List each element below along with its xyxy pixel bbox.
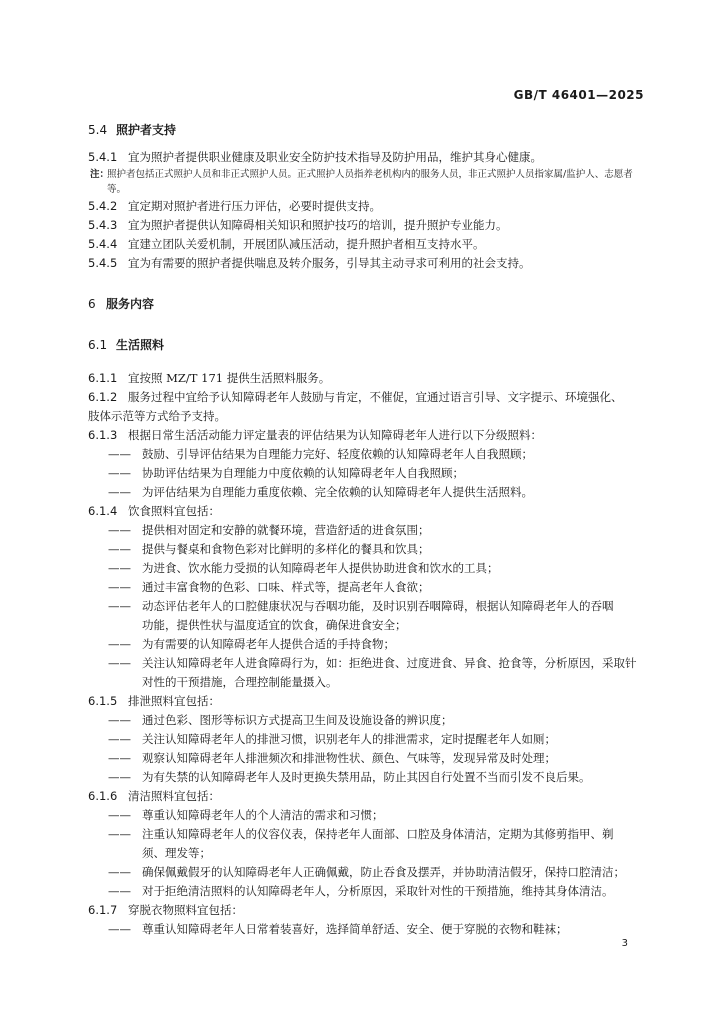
- list-item-continuation: [108, 844, 644, 863]
- list-item: [108, 540, 644, 559]
- clause: [88, 692, 644, 711]
- list-item-text: 关注认知障碍老年人进食障碍行为，如：拒绝进食、过度进食、异食、抢食等，分析原因，采取针: [142, 656, 637, 670]
- clause-text: 宜按照 MZ/T 171 提供生活照料服务。: [128, 371, 331, 385]
- clause-number: 5.4.2: [88, 199, 118, 213]
- clause: [88, 216, 644, 235]
- list-item: [108, 445, 644, 464]
- note-label: 注：: [90, 169, 110, 180]
- clause-text: 宜为照护者提供职业健康及职业安全防护技术指导及防护用品，维护其身心健康。: [128, 150, 542, 164]
- list-item-continuation: [108, 673, 644, 692]
- dash-marker: ——: [108, 656, 131, 670]
- dash-marker: ——: [108, 713, 131, 727]
- list-item: [108, 768, 644, 787]
- dash-marker: ——: [108, 865, 131, 879]
- section-heading: [88, 336, 644, 355]
- dash-marker: ——: [108, 884, 131, 898]
- dash-marker: ——: [108, 922, 131, 936]
- list-item: [108, 521, 644, 540]
- dash-marker: ——: [108, 637, 131, 651]
- note: [90, 167, 644, 197]
- dash-marker: ——: [108, 808, 131, 822]
- list-item: [108, 635, 644, 654]
- list-item: [108, 730, 644, 749]
- list-item: [108, 654, 644, 673]
- list-item: [108, 882, 644, 901]
- clause: [88, 254, 644, 273]
- clause-number: 5.4.1: [88, 150, 118, 164]
- section-heading: [88, 121, 644, 140]
- clause-text: 根据日常生活活动能力评定量表的评估结果为认知障碍老年人进行以下分级照料：: [128, 428, 542, 442]
- list-item-text: 提供相对固定和安静的就餐环境，营造舒适的进食氛围；: [142, 523, 430, 537]
- list-item-text: 为评估结果为自理能力重度依赖、完全依赖的认知障碍老年人提供生活照料。: [142, 485, 533, 499]
- list-item-text: 功能，提供性状与温度适宜的饮食，确保进食安全；: [142, 618, 407, 632]
- clause: [88, 901, 644, 920]
- clause: [88, 388, 644, 407]
- list-item: [108, 483, 644, 502]
- clause-number: 5.4.3: [88, 218, 118, 232]
- clause: [88, 197, 644, 216]
- dash-marker: ——: [108, 770, 131, 784]
- clause-text: 服务过程中宜给予认知障碍老年人鼓励与肯定，不催促，宜通过语言引导、文字提示、环境强化、: [128, 390, 623, 404]
- clause-text: 宜建立团队关爱机制，开展团队减压活动，提升照护者相互支持水平。: [128, 237, 485, 251]
- dash-marker: ——: [108, 447, 131, 461]
- list-item: [108, 711, 644, 730]
- dash-marker: ——: [108, 751, 131, 765]
- list-item-text: 为进食、饮水能力受损的认知障碍老年人提供协助进食和饮水的工具；: [142, 561, 499, 575]
- list-item-text: 须、理发等；: [142, 846, 211, 860]
- list-item-text: 关注认知障碍老年人的排泄习惯，识别老年人的排泄需求，定时提醒老年人如厕；: [142, 732, 556, 746]
- clause-continuation: 肢体示范等方式给予支持。: [88, 409, 226, 423]
- list-item-text: 注重认知障碍老年人的仪容仪表，保持老年人面部、口腔及身体清洁，定期为其修剪指甲、剃: [142, 827, 614, 841]
- list-item-text: 鼓励、引导评估结果为自理能力完好、轻度依赖的认知障碍老年人自我照顾；: [142, 447, 533, 461]
- clause-number: 5.4.4: [88, 237, 118, 251]
- clause-number: 6.1.5: [88, 694, 118, 708]
- dash-marker: ——: [108, 523, 131, 537]
- clause: [88, 502, 644, 521]
- list-item-text: 提供与餐桌和食物色彩对比鲜明的多样化的餐具和饮具；: [142, 542, 430, 556]
- clause-number: 6.1.6: [88, 789, 118, 803]
- list-item-text: 对性的干预措施，合理控制能量摄入。: [142, 675, 338, 689]
- list-item-text: 通过丰富食物的色彩、口味、样式等，提高老年人食欲；: [142, 580, 430, 594]
- clause-number: 6.1.1: [88, 371, 118, 385]
- clause: [88, 426, 644, 445]
- section-title: 照护者支持: [116, 123, 177, 137]
- list-item-text: 尊重认知障碍老年人的个人清洁的需求和习惯；: [142, 808, 384, 822]
- clause: [88, 148, 644, 167]
- dash-marker: ——: [108, 466, 131, 480]
- list-item: [108, 806, 644, 825]
- clause-text: 宜为有需要的照护者提供喘息及转介服务，引导其主动寻求可利用的社会支持。: [128, 256, 531, 270]
- section-number: 6.1: [88, 338, 108, 352]
- list-item: [108, 464, 644, 483]
- section-title: 生活照料: [116, 338, 165, 352]
- list-item-continuation: [108, 616, 644, 635]
- list-item-text: 协助评估结果为自理能力中度依赖的认知障碍老年人自我照顾；: [142, 466, 464, 480]
- clause-text: 饮食照料宜包括：: [128, 504, 220, 518]
- dash-marker: ——: [108, 542, 131, 556]
- list-item: [108, 920, 644, 939]
- list-item: [108, 597, 644, 616]
- list-item: [108, 559, 644, 578]
- list-item-text: 尊重认知障碍老年人日常着装喜好，选择简单舒适、安全、便于穿脱的衣物和鞋袜；: [142, 922, 568, 936]
- chapter-title: 服务内容: [106, 297, 155, 311]
- list-item: [108, 825, 644, 844]
- list-item-text: 通过色彩、图形等标识方式提高卫生间及设施设备的辨识度；: [142, 713, 453, 727]
- chapter-heading: [88, 295, 644, 314]
- clause-number: 6.1.2: [88, 390, 118, 404]
- section-number: 5.4: [88, 123, 108, 137]
- clause-text: 穿脱衣物照料宜包括：: [128, 903, 243, 917]
- list-item: [108, 863, 644, 882]
- list-item-text: 对于拒绝清洁照料的认知障碍老年人，分析原因，采取针对性的干预措施，维持其身体清洁。: [142, 884, 614, 898]
- page-number: 3: [621, 938, 628, 949]
- document-body: [88, 121, 644, 939]
- clause-text: 宜为照护者提供认知障碍相关知识和照护技巧的培训，提升照护专业能力。: [128, 218, 508, 232]
- list-item-text: 观察认知障碍老年人排泄频次和排泄物性状、颜色、气味等，发现异常及时处理；: [142, 751, 556, 765]
- clause-text: 排泄照料宜包括：: [128, 694, 220, 708]
- clause-number: 5.4.5: [88, 256, 118, 270]
- clause-number: 6.1.7: [88, 903, 118, 917]
- note-text: 照护者包括正式照护人员和非正式照护人员。正式照护人员指养老机构内的服务人员，非正式照护人员指家属/监护人、志愿者等。: [107, 169, 633, 195]
- list-item: [108, 578, 644, 597]
- dash-marker: ——: [108, 485, 131, 499]
- list-item-text: 确保佩戴假牙的认知障碍老年人正确佩戴，防止吞食及摆弄，并协助清洁假牙，保持口腔清洁；: [142, 865, 625, 879]
- dash-marker: ——: [108, 599, 131, 613]
- list-item-text: 动态评估老年人的口腔健康状况与吞咽功能，及时识别吞咽障碍，根据认知障碍老年人的吞咽: [142, 599, 614, 613]
- list-item: [108, 749, 644, 768]
- dash-marker: ——: [108, 561, 131, 575]
- clause-number: 6.1.4: [88, 504, 118, 518]
- chapter-number: 6: [88, 297, 96, 311]
- clause-number: 6.1.3: [88, 428, 118, 442]
- standard-code: GB/T 46401—2025: [513, 88, 644, 102]
- clause: [88, 787, 644, 806]
- clause: [88, 235, 644, 254]
- clause-text: 宜定期对照护者进行压力评估，必要时提供支持。: [128, 199, 381, 213]
- clause-text: 清洁照料宜包括：: [128, 789, 220, 803]
- dash-marker: ——: [108, 580, 131, 594]
- clause: [88, 369, 644, 388]
- dash-marker: ——: [108, 732, 131, 746]
- list-item-text: 为有失禁的认知障碍老年人及时更换失禁用品，防止其因自行处置不当而引发不良后果。: [142, 770, 591, 784]
- dash-marker: ——: [108, 827, 131, 841]
- list-item-text: 为有需要的认知障碍老年人提供合适的手持食物；: [142, 637, 395, 651]
